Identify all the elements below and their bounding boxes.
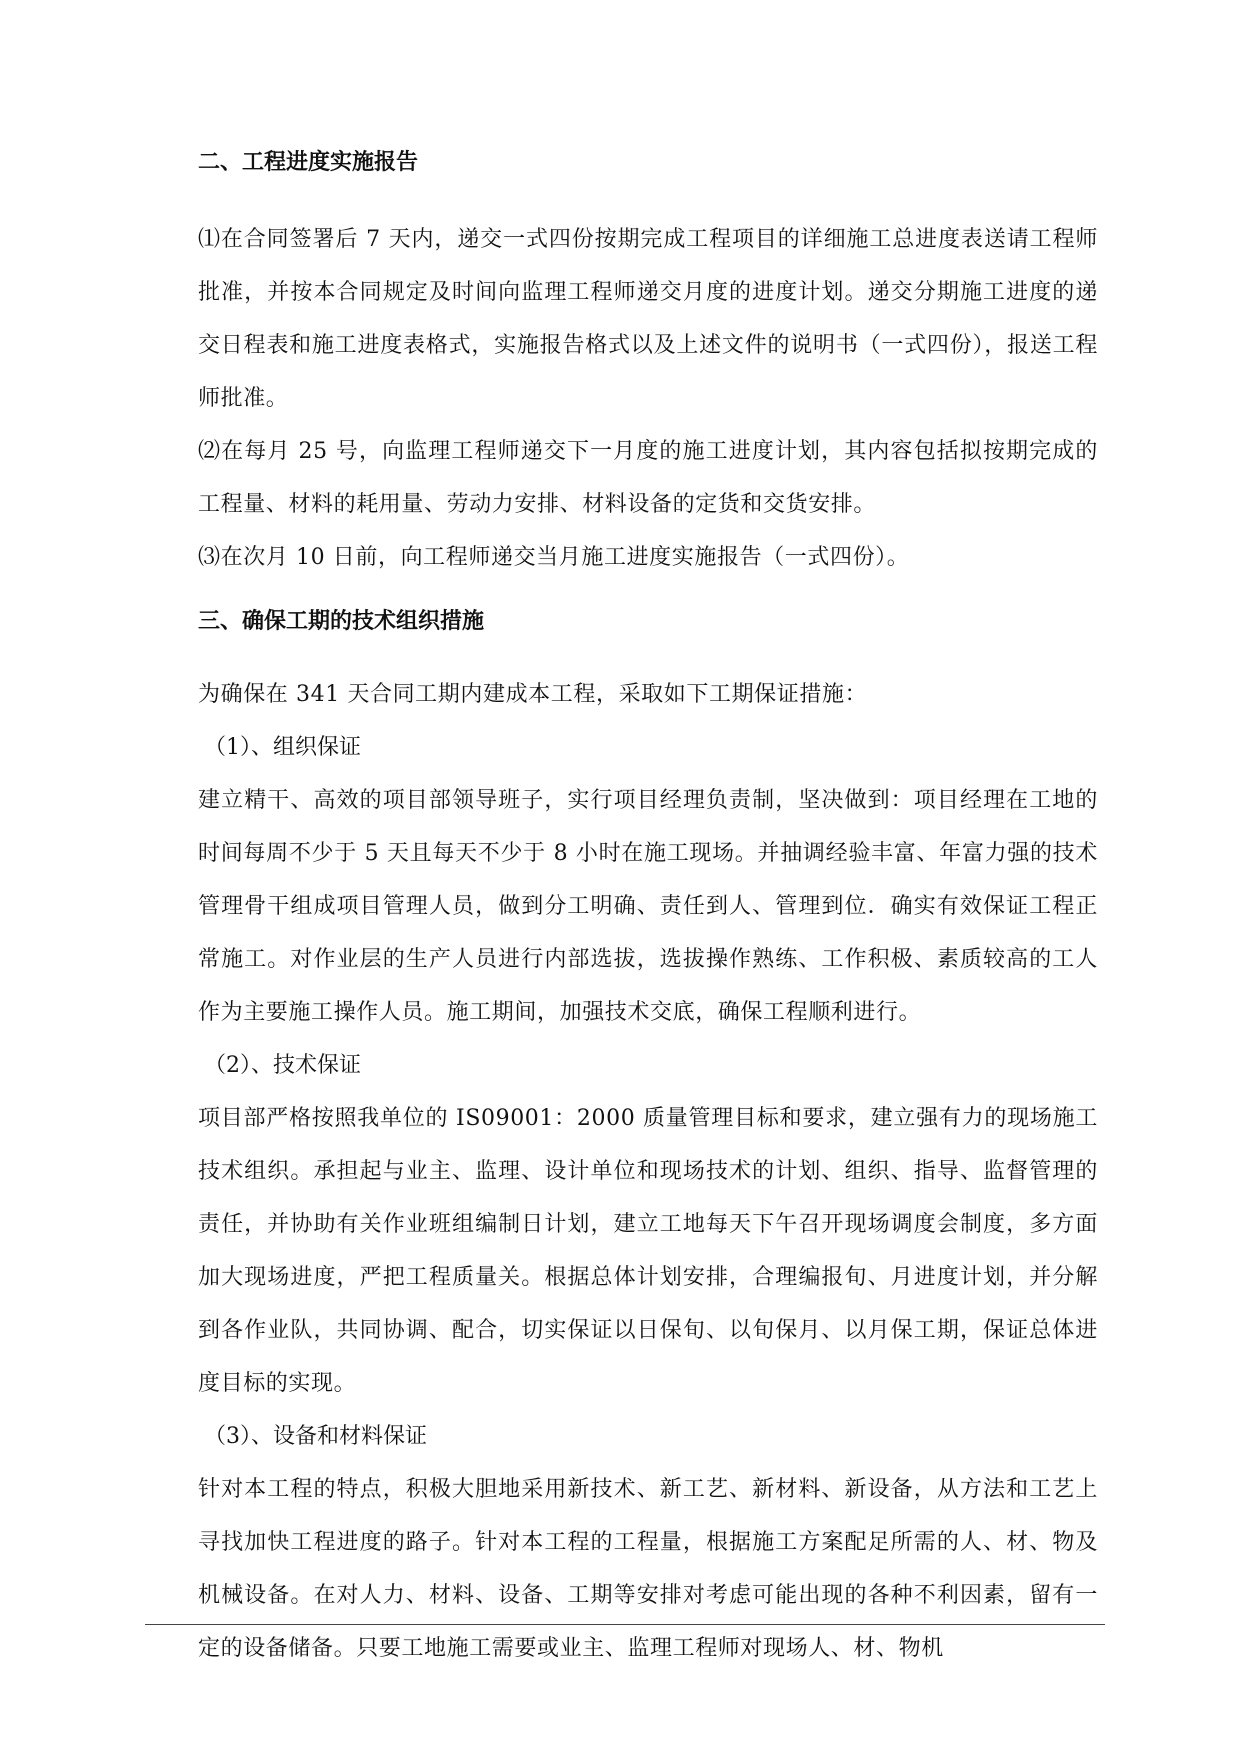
subsection-3-label: （3）、设备和材料保证 xyxy=(204,1424,427,1449)
footer-divider xyxy=(145,1624,1105,1625)
document-body xyxy=(198,150,1098,1675)
section-2-paragraph-1: ⑴在合同签署后 7 天内，递交一式四份按期完成工程项目的详细施工总进度表送请工程师批准，并按本合同规定及时间向监理工程师递交月度的进度计划。递交分期施工进度的递交日程表和施工进度表格式，实施报告格式以及上述文件的说明书（一式四份），报送工程师批准。 xyxy=(198,227,1098,411)
subsection-1-text: 建立精干、高效的项目部领导班子，实行项目经理负责制，坚决做到：项目经理在工地的时间每周不少于 5 天且每天不少于 8 小时在施工现场。并抽调经验丰富、年富力强的技术管理骨干组成项目管理人员，做到分工明确、责任到人、管理到位．确实有效保证工程正常施工。对作业层的生产人员进行内部选拔，选拔操作熟练、工作积极、素质较高的工人作为主要施工操作人员。施工期间，加强技术交底，确保工程顺利进行。 xyxy=(198,788,1098,1025)
subsection-3-text: 针对本工程的特点，积极大胆地采用新技术、新工艺、新材料、新设备，从方法和工艺上寻找加快工程进度的路子。针对本工程的工程量，根据施工方案配足所需的人、材、物及机械设备。在对人力、材料、设备、工期等安排对考虑可能出现的各种不利因素，留有一定的设备储备。只要工地施工需要或业主、监理工程师对现场人、材、物机 xyxy=(198,1477,1098,1661)
subsection-2-label: （2）、技术保证 xyxy=(204,1053,361,1078)
section-3-heading: 三、确保工期的技术组织措施 xyxy=(198,609,485,634)
section-2-paragraph-3: ⑶在次月 10 日前，向工程师递交当月施工进度实施报告（一式四份）。 xyxy=(198,545,910,570)
section-2-heading: 二、工程进度实施报告 xyxy=(198,150,419,175)
section-3-intro: 为确保在 341 天合同工期内建成本工程，采取如下工期保证措施： xyxy=(198,682,868,707)
section-2-paragraph-2: ⑵在每月 25 号，向监理工程师递交下一月度的施工进度计划，其内容包括拟按期完成的工程量、材料的耗用量、劳动力安排、材料设备的定货和交货安排。 xyxy=(198,439,1098,517)
subsection-1-label: （1）、组织保证 xyxy=(204,735,361,760)
subsection-2-text: 项目部严格按照我单位的 IS09001：2000 质量管理目标和要求，建立强有力的现场施工技术组织。承担起与业主、监理、设计单位和现场技术的计划、组织、指导、监督管理的责任，并协助有关作业班组编制日计划，建立工地每天下午召开现场调度会制度，多方面加大现场进度，严把工程质量关。根据总体计划安排，合理编报旬、月进度计划，并分解到各作业队，共同协调、配合，切实保证以日保旬、以旬保月、以月保工期，保证总体进度目标的实现。 xyxy=(198,1106,1098,1396)
